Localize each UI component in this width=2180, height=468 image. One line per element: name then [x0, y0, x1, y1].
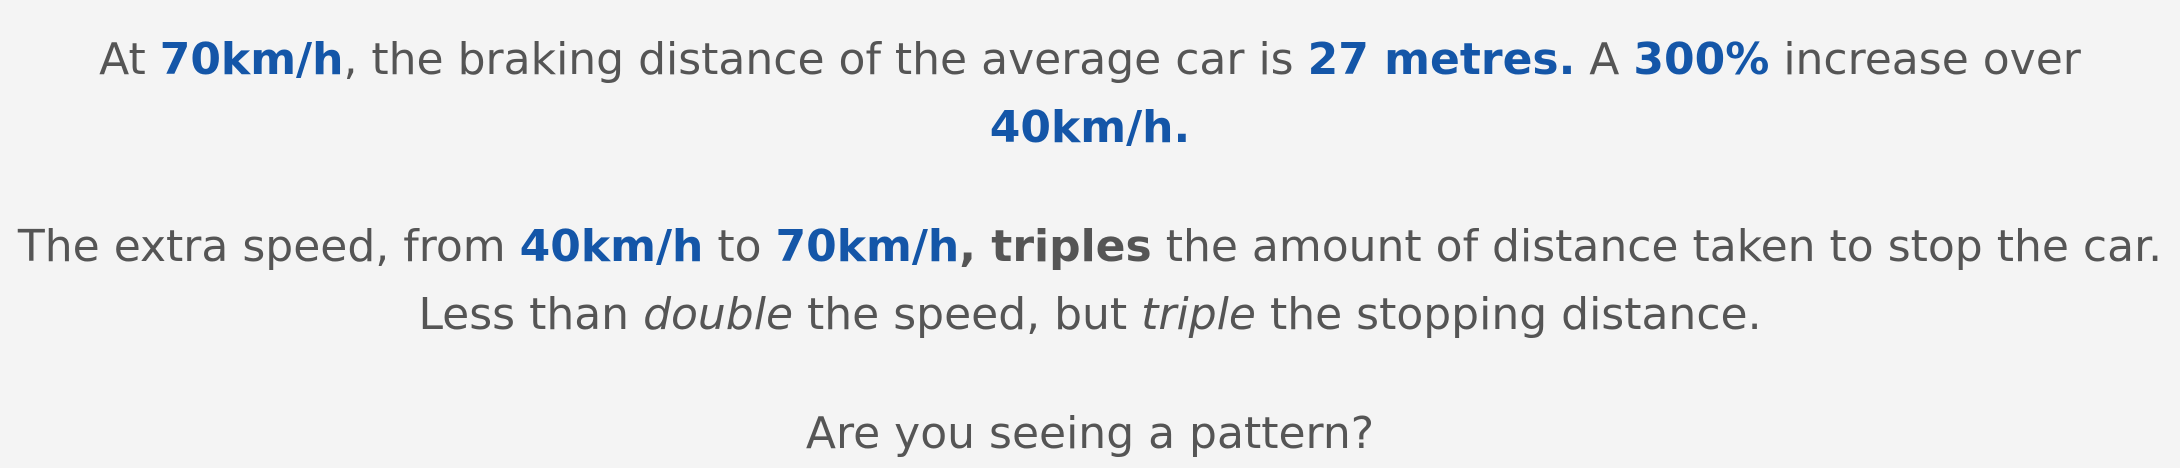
distance-highlight: 27 metres. — [1307, 34, 1576, 85]
p2-text-2: to — [703, 221, 776, 272]
p1-text-1: At — [99, 34, 160, 85]
braking-distance-paragraph — [0, 26, 2180, 162]
p2-text-5: the stopping distance. — [1255, 289, 1762, 340]
speed-70-highlight: 70km/h — [775, 221, 960, 272]
p2-text-1: The extra speed, from — [17, 221, 520, 272]
speed-40-highlight: 40km/h — [519, 221, 704, 272]
double-emphasis: double — [643, 289, 794, 340]
speed-70-highlight: 70km/h — [159, 34, 344, 85]
triples-emphasis: , triples — [959, 221, 1152, 272]
p1-text-2: , the braking distance of the average car is — [343, 34, 1308, 85]
extra-speed-paragraph — [0, 213, 2180, 349]
percent-highlight: 300% — [1633, 34, 1770, 85]
p2-text-3: the amount of distance taken to stop the car. Less than — [418, 221, 2163, 340]
p1-text-3: A — [1575, 34, 1634, 85]
triple-emphasis: triple — [1141, 289, 1256, 340]
speed-40-highlight: 40km/h. — [989, 102, 1191, 153]
p2-text-4: the speed, but — [793, 289, 1142, 340]
p1-text-4: increase over — [1769, 34, 2081, 85]
pattern-question: Are you seeing a pattern? — [805, 408, 1375, 459]
